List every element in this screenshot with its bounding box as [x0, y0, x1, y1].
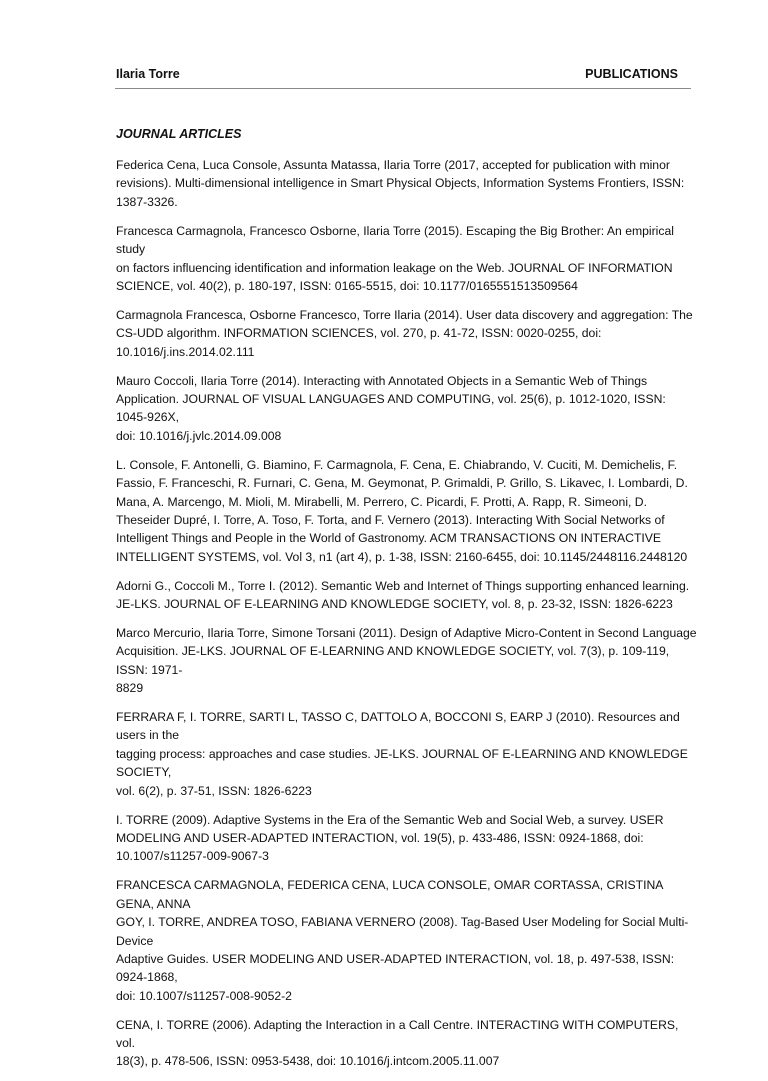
publication-entry-line: SCIENCE, vol. 40(2), p. 180-197, ISSN: 0165-5515, doi: 10.1177/0165551513509564 [116, 278, 578, 293]
publication-entry-line: Marco Mercurio, Ilaria Torre, Simone Torsani (2011). Design of Adaptive Micro-Content in Second Language [116, 625, 697, 640]
publication-list [116, 156, 698, 1071]
header-section-title: PUBLICATIONS [585, 67, 678, 81]
publication-entry-line: Application. JOURNAL OF VISUAL LANGUAGES AND COMPUTING, vol. 25(6), p. 1012-1020, ISSN: 1045-926X, [116, 391, 666, 425]
publication-entry-line: CS-UDD algorithm. INFORMATION SCIENCES, vol. 270, p. 41-72, ISSN: 0020-0255, doi: [116, 326, 602, 341]
publication-entry-line: Carmagnola Francesca, Osborne Francesco, Torre Ilaria (2014). User data discovery and aggregation: The [116, 307, 693, 322]
publication-entry-line: 8829 [116, 681, 144, 696]
publication-entry-line: vol. 6(2), p. 37-51, ISSN: 1826-6223 [116, 783, 312, 798]
publication-entry-line: MODELING AND USER-ADAPTED INTERACTION, vol. 19(5), p. 433-486, ISSN: 0924-1868, doi: [116, 831, 644, 845]
publication-entry-line: FRANCESCA CARMAGNOLA, FEDERICA CENA, LUCA CONSOLE, OMAR CORTASSA, CRISTINA GENA, ANNA [116, 878, 663, 911]
publication-entry-line: revisions). Multi-dimensional intelligence in Smart Physical Objects, Information Systems Frontiers, ISSN: [116, 176, 685, 191]
header-author: Ilaria Torre [116, 67, 180, 81]
publication-entry [116, 156, 698, 211]
publication-entry-line: doi: 10.1007/s11257-008-9052-2 [116, 988, 292, 1003]
publication-entry-line: Adaptive Guides. USER MODELING AND USER-ADAPTED INTERACTION, vol. 18, p. 497-538, ISSN: 0924-1868, [116, 951, 675, 985]
section-heading-journal-articles: JOURNAL ARTICLES [116, 127, 242, 141]
publication-entry-line: Mana, A. Marcengo, M. Mioli, M. Mirabelli, M. Perrero, C. Picardi, F. Protti, A. Rapp, R. Simeoni, D. [116, 494, 647, 509]
publication-entry-line: L. Console, F. Antonelli, G. Biamino, F. Carmagnola, F. Cena, E. Chiabrando, V. Cuciti, M. Demichelis, F. [116, 457, 678, 472]
publication-entry [116, 372, 698, 446]
publication-entry-line: Fassio, F. Franceschi, R. Furnari, C. Gena, M. Geymonat, P. Grimaldi, P. Grillo, S. Likavec, I. Lombardi, D. [116, 476, 688, 491]
publication-entry-line: GOY, I. TORRE, ANDREA TOSO, FABIANA VERNERO (2008). Tag-Based User Modeling for Social Multi-Device [116, 915, 689, 948]
publication-entry-line: tagging process: approaches and case studies. JE-LKS. JOURNAL OF E-LEARNING AND KNOWLEDGE SOCIETY, [116, 746, 688, 780]
publication-entry [116, 306, 698, 361]
publication-entry-line: on factors influencing identification and information leakage on the Web. JOURNAL OF INFORMATION [116, 260, 673, 275]
publication-entry-line: CENA, I. TORRE (2006). Adapting the Interaction in a Call Centre. INTERACTING WITH COMPUTERS, vol. [116, 1017, 679, 1051]
publication-entry [116, 222, 698, 296]
publication-entry [116, 456, 698, 566]
publication-entry-line: INTELLIGENT SYSTEMS, vol. Vol 3, n1 (art 4), p. 1-38, ISSN: 2160-6455, doi: 10.1145/2448116.2448120 [116, 549, 688, 564]
publication-entry-line: Federica Cena, Luca Console, Assunta Matassa, Ilaria Torre (2017, accepted for publication with minor [116, 158, 670, 172]
publication-entry-line: Acquisition. JE-LKS. JOURNAL OF E-LEARNING AND KNOWLEDGE SOCIETY, vol. 7(3), p. 109-119, ISSN: 1971- [116, 644, 670, 677]
publication-entry-line: doi: 10.1016/j.jvlc.2014.09.008 [116, 428, 282, 443]
header-divider [115, 88, 691, 89]
page-header [116, 67, 678, 85]
publication-entry-line: 10.1016/j.ins.2014.02.111 [116, 344, 255, 359]
publication-entry [116, 811, 698, 866]
publication-entry-line: Intelligent Things and People in the World of Gastronomy. ACM TRANSACTIONS ON INTERACTIVE [116, 531, 662, 546]
publication-entry-line: I. TORRE (2009). Adaptive Systems in the Era of the Semantic Web and Social Web, a survey. USER [116, 812, 664, 827]
publication-entry [116, 708, 698, 800]
publication-entry-line: FERRARA F, I. TORRE, SARTI L, TASSO C, DATTOLO A, BOCCONI S, EARP J (2010). Resources and users in the [116, 710, 680, 743]
publication-entry-line: JE-LKS. JOURNAL OF E-LEARNING AND KNOWLEDGE SOCIETY, vol. 8, p. 23-32, ISSN: 1826-6223 [116, 597, 673, 612]
publication-entry [116, 624, 698, 698]
publication-entry-line: Theseider Dupré, I. Torre, A. Toso, F. Torta, and F. Vernero (2013). Interacting With Social Networks of [116, 512, 665, 527]
publication-entry [116, 876, 698, 1005]
publication-entry [116, 1016, 698, 1071]
publications-content [116, 125, 698, 1081]
publication-entry-line: 10.1007/s11257-009-9067-3 [116, 849, 269, 864]
publication-entry-line: 1387-3326. [116, 194, 178, 209]
publication-entry [116, 577, 698, 614]
publication-entry-line: Mauro Coccoli, Ilaria Torre (2014). Interacting with Annotated Objects in a Semantic Web of Things [116, 373, 648, 388]
publication-entry-line: Adorni G., Coccoli M., Torre I. (2012). Semantic Web and Internet of Things supporting enhanced learning. [116, 578, 690, 593]
publication-entry-line: Francesca Carmagnola, Francesco Osborne, Ilaria Torre (2015). Escaping the Big Brother: An empirical study [116, 223, 674, 257]
publication-entry-line: 18(3), p. 478-506, ISSN: 0953-5438, doi: 10.1016/j.intcom.2005.11.007 [116, 1054, 500, 1069]
